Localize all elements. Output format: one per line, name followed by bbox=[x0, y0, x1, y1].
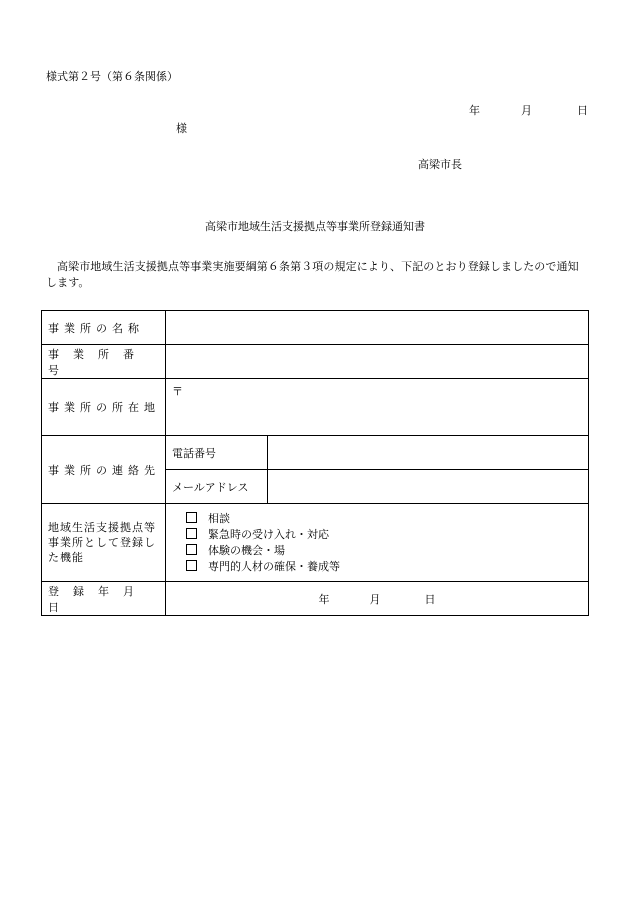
facility-number-value bbox=[166, 345, 589, 379]
function-item-label: 相談 bbox=[208, 511, 230, 525]
date-month-label: 月 bbox=[521, 104, 532, 117]
postal-mark: 〒 bbox=[166, 379, 589, 436]
function-item-label: 専門的人材の確保・養成等 bbox=[208, 559, 340, 573]
date-day-label: 日 bbox=[577, 104, 588, 117]
checkbox-icon bbox=[186, 528, 197, 539]
registration-date-value bbox=[166, 582, 589, 616]
issuer-name: 高梁市長 bbox=[418, 158, 462, 171]
function-item bbox=[186, 543, 588, 559]
facility-name-label: 事業所の名称 bbox=[42, 311, 166, 345]
function-item-label: 緊急時の受け入れ・対応 bbox=[208, 527, 329, 541]
document-title: 高梁市地域生活支援拠点等事業所登録通知書 bbox=[205, 220, 425, 233]
facility-address-label: 事業所の所在地 bbox=[42, 379, 166, 436]
registration-date-label: 登録年月日 bbox=[42, 582, 166, 616]
facility-contact-label: 事業所の連絡先 bbox=[42, 436, 166, 504]
notice-date bbox=[469, 105, 588, 116]
function-checklist bbox=[166, 504, 589, 582]
email-value bbox=[268, 470, 589, 504]
addressee-suffix: 様 bbox=[176, 122, 187, 135]
checkbox-icon bbox=[186, 544, 197, 555]
form-number: 様式第２号（第６条関係） bbox=[46, 70, 178, 83]
function-item bbox=[186, 559, 588, 575]
function-item-label: 体験の機会・場 bbox=[208, 543, 285, 557]
reg-year-label: 年 bbox=[318, 592, 330, 606]
reg-month-label: 月 bbox=[369, 592, 381, 606]
checkbox-icon bbox=[186, 560, 197, 571]
function-item bbox=[186, 527, 588, 543]
facility-name-value bbox=[166, 311, 589, 345]
registration-table bbox=[41, 310, 589, 616]
phone-value bbox=[268, 436, 589, 470]
registered-functions-label: 地域生活支援拠点等事業所として登録した機能 bbox=[42, 504, 166, 582]
function-item bbox=[186, 511, 588, 527]
reg-day-label: 日 bbox=[424, 592, 436, 606]
checkbox-icon bbox=[186, 512, 197, 523]
notice-body-text: 高梁市地域生活支援拠点等事業実施要綱第６条第３項の規定により、下記のとおり登録しましたので通知します。 bbox=[46, 260, 579, 289]
date-year-label: 年 bbox=[469, 104, 480, 117]
facility-number-label: 事業所番号 bbox=[42, 345, 166, 379]
phone-label: 電話番号 bbox=[166, 436, 268, 470]
email-label: メールアドレス bbox=[166, 470, 268, 504]
